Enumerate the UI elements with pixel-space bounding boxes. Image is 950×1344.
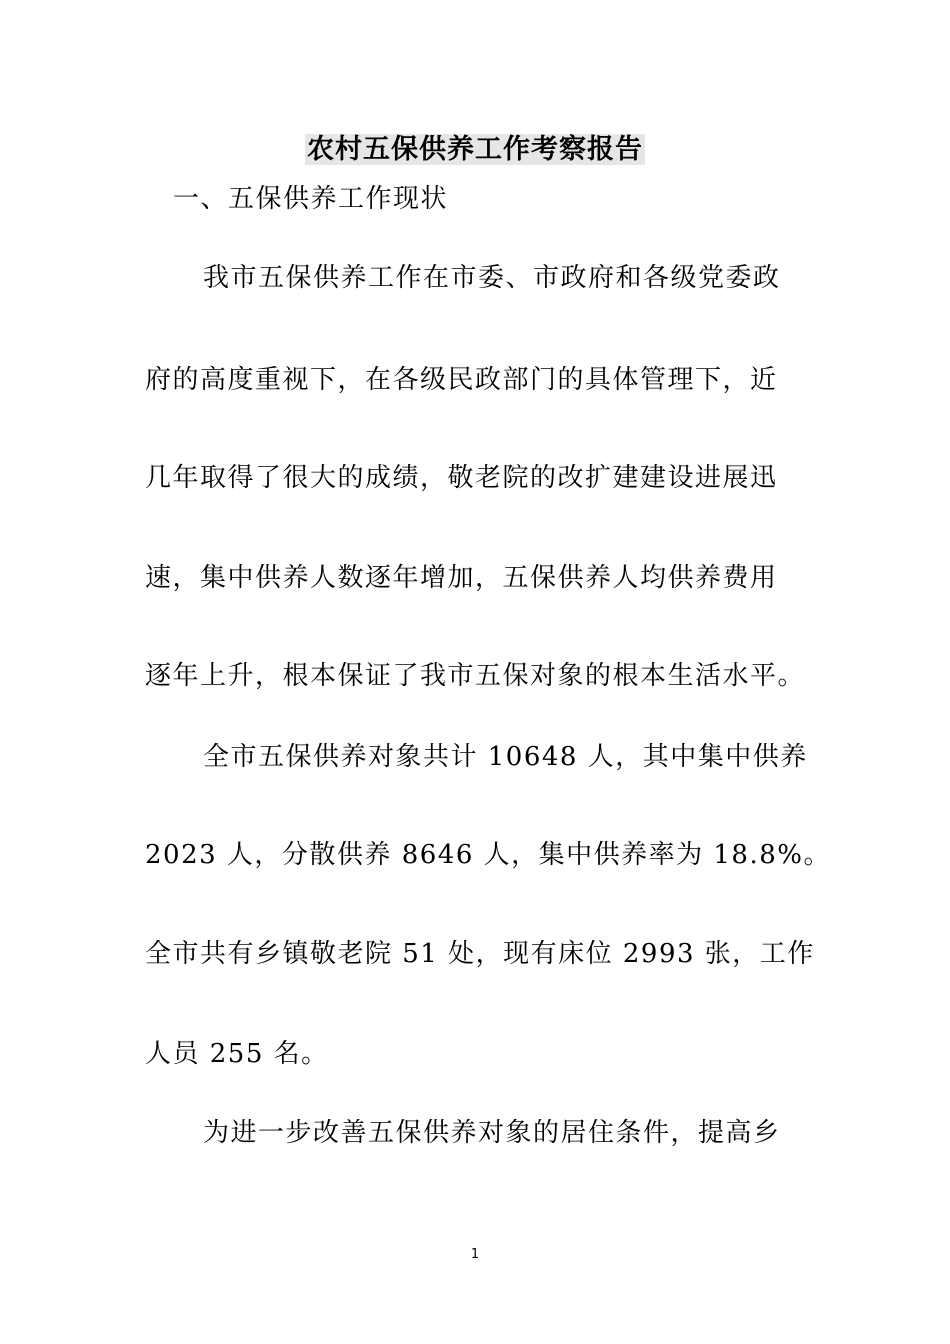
paragraph-1-line-5: 逐年上升，根本保证了我市五保对象的根本生活水平。 bbox=[145, 661, 806, 691]
paragraph-1-line-4: 速，集中供养人数逐年增加，五保供养人均供养费用 bbox=[145, 563, 778, 593]
paragraph-1-line-3: 几年取得了很大的成绩，敬老院的改扩建建设进展迅 bbox=[145, 463, 778, 493]
page-number: 1 bbox=[470, 1247, 480, 1262]
paragraph-2-line-2: 2023 人，分散供养 8646 人，集中供养率为 18.8%。 bbox=[145, 840, 831, 870]
paragraph-2-line-3: 全市共有乡镇敬老院 51 处，现有床位 2993 张，工作 bbox=[145, 939, 815, 969]
paragraph-1-line-1: 我市五保供养工作在市委、市政府和各级党委政 bbox=[203, 263, 781, 293]
paragraph-2-line-4: 人员 255 名。 bbox=[145, 1039, 329, 1069]
document-title-wrapper bbox=[0, 130, 950, 173]
paragraph-1-line-2: 府的高度重视下，在各级民政部门的具体管理下，近 bbox=[145, 365, 778, 395]
paragraph-2-line-1: 全市五保供养对象共计 10648 人，其中集中供养 bbox=[203, 742, 808, 772]
section-heading: 一、五保供养工作现状 bbox=[173, 184, 449, 214]
paragraph-3-line-1: 为进一步改善五保供养对象的居住条件，提高乡 bbox=[203, 1118, 781, 1148]
document-title: 农村五保供养工作考察报告 bbox=[307, 134, 643, 165]
